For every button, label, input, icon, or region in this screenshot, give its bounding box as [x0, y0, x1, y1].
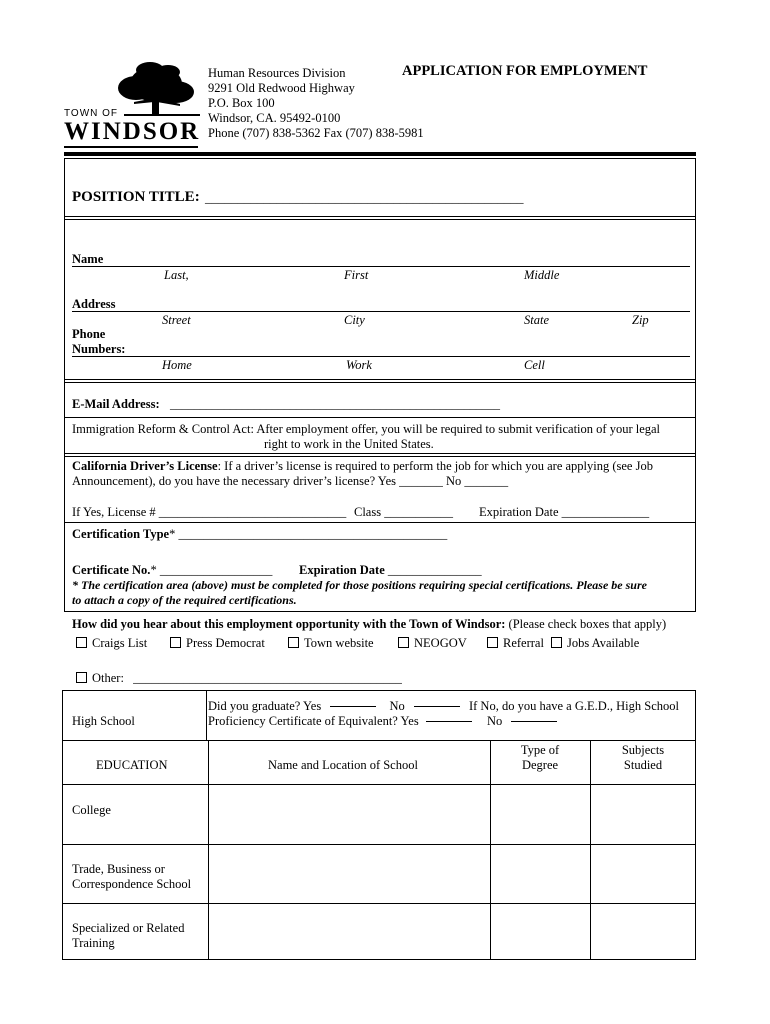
equivalent-question[interactable] — [208, 714, 557, 729]
graduate-no-label: No — [389, 699, 405, 713]
ged-question: If No, do you have a G.E.D., High School — [468, 699, 680, 713]
specialized-training-row[interactable] — [209, 904, 695, 959]
email-field[interactable]: _______________________________________________________ — [170, 397, 500, 411]
name-label: Name — [72, 252, 104, 266]
hear-option-referral[interactable] — [487, 636, 544, 651]
logo-town-of: TOWN OF — [64, 108, 119, 119]
subjects-header-line1: Subjects — [621, 743, 665, 757]
certificate-number-label: Certificate No. — [72, 563, 151, 577]
hear-option-neogov[interactable] — [398, 636, 467, 651]
checkbox-icon[interactable] — [398, 637, 409, 648]
certificate-expiration-label: Expiration Date — [299, 563, 385, 577]
graduate-yes-label: Did you graduate? Yes — [208, 699, 322, 713]
logo-windsor: WINDSOR — [64, 118, 201, 145]
option-label: Craigs List — [92, 636, 148, 650]
specialized-line1: Specialized or Related — [72, 921, 185, 935]
work-phone-caption: Work — [346, 358, 372, 372]
checkbox-icon[interactable] — [487, 637, 498, 648]
street-caption: Street — [162, 313, 191, 327]
hear-option-other[interactable] — [76, 671, 402, 686]
city-caption: City — [344, 313, 365, 327]
position-title-field[interactable]: _________________________________________________ — [205, 190, 524, 205]
option-label: Press Democrat — [186, 636, 265, 650]
drivers-license-label: California Driver’s License — [72, 459, 218, 473]
checkbox-icon[interactable] — [170, 637, 181, 648]
certificate-number-field[interactable]: * __________________ — [150, 563, 273, 577]
option-label: Jobs Available — [567, 636, 640, 650]
subjects-header-line2: Studied — [623, 758, 663, 772]
address-field[interactable] — [120, 291, 690, 311]
trade-school-row[interactable] — [209, 845, 695, 903]
hear-question — [72, 617, 666, 632]
certificate-expiration[interactable] — [299, 563, 482, 578]
graduate-question[interactable] — [208, 699, 679, 714]
email-label: E-Mail Address: — [72, 397, 160, 411]
equivalent-yes-label: Proficiency Certificate of Equivalent? Yes — [208, 714, 419, 728]
college-row[interactable] — [209, 785, 695, 844]
phone-field[interactable] — [130, 336, 690, 356]
certification-note-line2: to attach a copy of the required certifications. — [72, 593, 297, 607]
certification-type-label: Certification Type — [72, 527, 170, 541]
drivers-license-text2[interactable]: Announcement), do you have the necessary driver’s license? Yes _______ No _______ — [72, 474, 509, 488]
po-box: P.O. Box 100 — [208, 96, 275, 110]
hear-option-jobs-available[interactable] — [551, 636, 639, 651]
checkbox-icon[interactable] — [288, 637, 299, 648]
form-box — [64, 158, 696, 612]
trade-school-label — [72, 862, 191, 892]
certificate-expiration-field[interactable]: _______________ — [384, 563, 482, 577]
drivers-license-text1: : If a driver’s license is required to perform the job for which you are applying (see Job — [217, 459, 653, 473]
other-field[interactable]: ___________________________________________ — [133, 671, 402, 685]
city-state-zip: Windsor, CA. 95492-0100 — [208, 111, 341, 125]
option-label: Other: — [92, 671, 124, 685]
degree-header-line2: Degree — [521, 758, 559, 772]
immigration-notice — [72, 422, 660, 452]
phone-label-line1: Phone — [72, 327, 106, 341]
certification-note — [72, 578, 647, 608]
license-number-field[interactable]: If Yes, License # ______________________________ — [72, 505, 347, 519]
immigration-line2: right to work in the United States. — [264, 437, 434, 451]
hear-instruction: (Please check boxes that apply) — [505, 617, 667, 631]
high-school-label: High School — [72, 714, 135, 728]
trade-school-line2: Correspondence School — [72, 877, 192, 891]
hear-option-craigslist[interactable] — [76, 636, 147, 651]
option-label: Town website — [304, 636, 374, 650]
phone-fax: Phone (707) 838-5362 Fax (707) 838-5981 — [208, 126, 424, 140]
zip-caption: Zip — [632, 313, 649, 327]
subjects-header — [590, 743, 696, 773]
phone-label — [72, 327, 125, 357]
header-address — [208, 66, 424, 141]
position-title-label: POSITION TITLE: — [72, 189, 200, 205]
specialized-training-label — [72, 921, 184, 951]
first-name-caption: First — [344, 268, 369, 282]
option-label: Referral — [503, 636, 544, 650]
option-label: NEOGOV — [414, 636, 467, 650]
header-rule — [64, 152, 696, 156]
certification-type[interactable] — [72, 527, 447, 542]
hear-option-press-democrat[interactable] — [170, 636, 265, 651]
college-label: College — [72, 803, 111, 817]
cell-phone-caption: Cell — [524, 358, 545, 372]
phone-label-line2: Numbers: — [72, 342, 126, 356]
checkbox-icon[interactable] — [551, 637, 562, 648]
education-header: EDUCATION — [96, 758, 168, 772]
state-caption: State — [524, 313, 549, 327]
address-label: Address — [72, 297, 116, 311]
last-name-caption: Last, — [164, 268, 189, 282]
hr-division: Human Resources Division — [208, 66, 346, 80]
drivers-license-question — [72, 459, 653, 489]
home-phone-caption: Home — [162, 358, 192, 372]
form-title: APPLICATION FOR EMPLOYMENT — [402, 63, 648, 79]
immigration-line1: Immigration Reform & Control Act: After employment offer, you will be required to submit verification of your legal — [72, 422, 661, 436]
name-field[interactable] — [110, 246, 690, 266]
degree-header-line1: Type of — [520, 743, 560, 757]
trade-school-line1: Trade, Business or — [72, 862, 165, 876]
checkbox-icon[interactable] — [76, 637, 87, 648]
street-address: 9291 Old Redwood Highway — [208, 81, 355, 95]
town-logo — [64, 58, 200, 150]
middle-name-caption: Middle — [524, 268, 560, 282]
school-name-header: Name and Location of School — [268, 758, 418, 772]
equivalent-no-label: No — [486, 714, 503, 728]
certification-type-field[interactable]: * ___________________________________________ — [169, 527, 448, 541]
hear-question-text: How did you hear about this employment opportunity with the Town of Windsor: — [72, 617, 506, 631]
license-expiration-field[interactable]: Expiration Date ______________ — [479, 505, 650, 519]
certificate-number[interactable] — [72, 563, 272, 578]
checkbox-icon[interactable] — [76, 672, 87, 683]
license-class-field[interactable]: Class ___________ — [354, 505, 453, 519]
degree-type-header — [490, 743, 590, 773]
specialized-line2: Training — [72, 936, 115, 950]
hear-option-town-website[interactable] — [288, 636, 374, 651]
certification-note-line1: * The certification area (above) must be completed for those positions requiring special certifications. Please be sure — [72, 578, 647, 592]
